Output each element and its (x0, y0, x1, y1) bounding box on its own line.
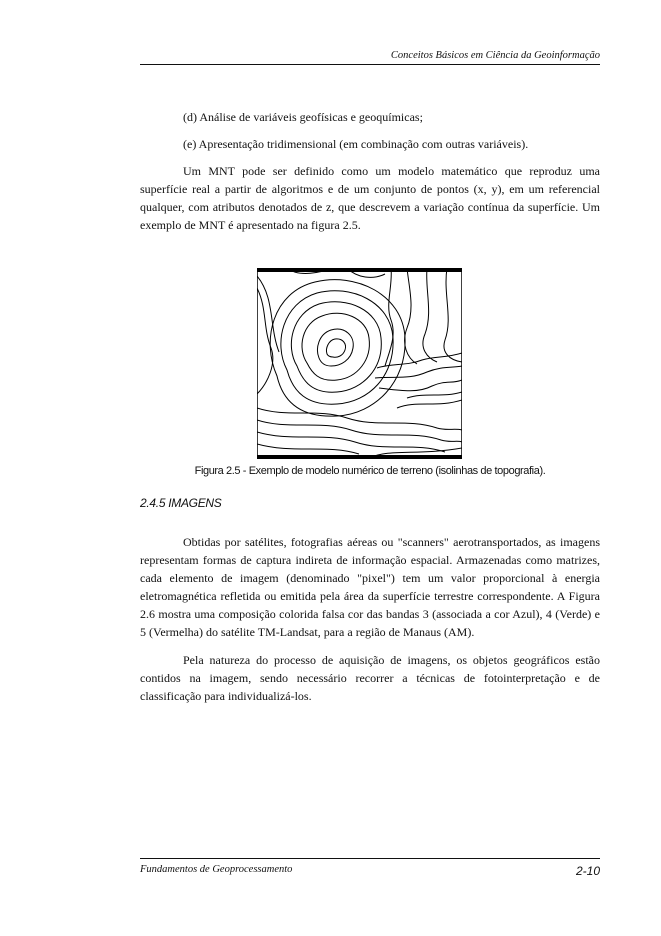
figure-caption: Figura 2.5 - Exemplo de modelo numérico de terreno (isolinhas de topografia). (194, 465, 546, 477)
running-header (140, 50, 600, 65)
paragraph-imagens: Obtidas por satélites, fotografias aéreas ou "scanners" aerotransportados, as imagens representam formas de captura indireta de informação espacial. Armazenadas como matrizes, cada elemento de imagem (denominado "pixel") tem um valor proporcional à energia eletromagnética refletida ou emitida pela área da superfície terrestre correspondente. A Figura 2.6 mostra uma composição colorida falsa cor das bandas 3 (associada a cor Azul), 4 (Verde) e 5 (Vermelha) do satélite TM-Landsat, para a região de Manaus (AM). (140, 535, 600, 639)
contour-map-figure (257, 268, 462, 459)
running-footer (140, 858, 600, 878)
section-heading: 2.4.5 IMAGENS (140, 496, 222, 510)
header-title: Conceitos Básicos em Ciência da Geoinformação (390, 50, 600, 61)
paragraph-mnt: Um MNT pode ser definido como um modelo matemático que reproduz uma superfície real a partir de algoritmos e de um conjunto de pontos (x, y), em um referencial qualquer, com atributos denotados de z, que descrevem a variação contínua da superfície. Um exemplo de MNT é apresentado na figura 2.5. (140, 164, 600, 232)
list-item-d: (d) Análise de variáveis geofísicas e geoquímicas; (183, 110, 423, 124)
paragraph-natureza: Pela natureza do processo de aquisição de imagens, os objetos geográficos estão contidos na imagem, sendo necessário recorrer a técnicas de fotointerpretação e de classificação para individualizá-los. (140, 653, 600, 703)
page-number: 2-10 (575, 864, 600, 878)
list-item-e: (e) Apresentação tridimensional (em combinação com outras variáveis). (183, 137, 529, 151)
body-text-top (140, 108, 600, 244)
body-text-bottom (140, 533, 600, 715)
footer-title: Fundamentos de Geoprocessamento (140, 864, 293, 875)
contour-map-image (257, 268, 462, 459)
